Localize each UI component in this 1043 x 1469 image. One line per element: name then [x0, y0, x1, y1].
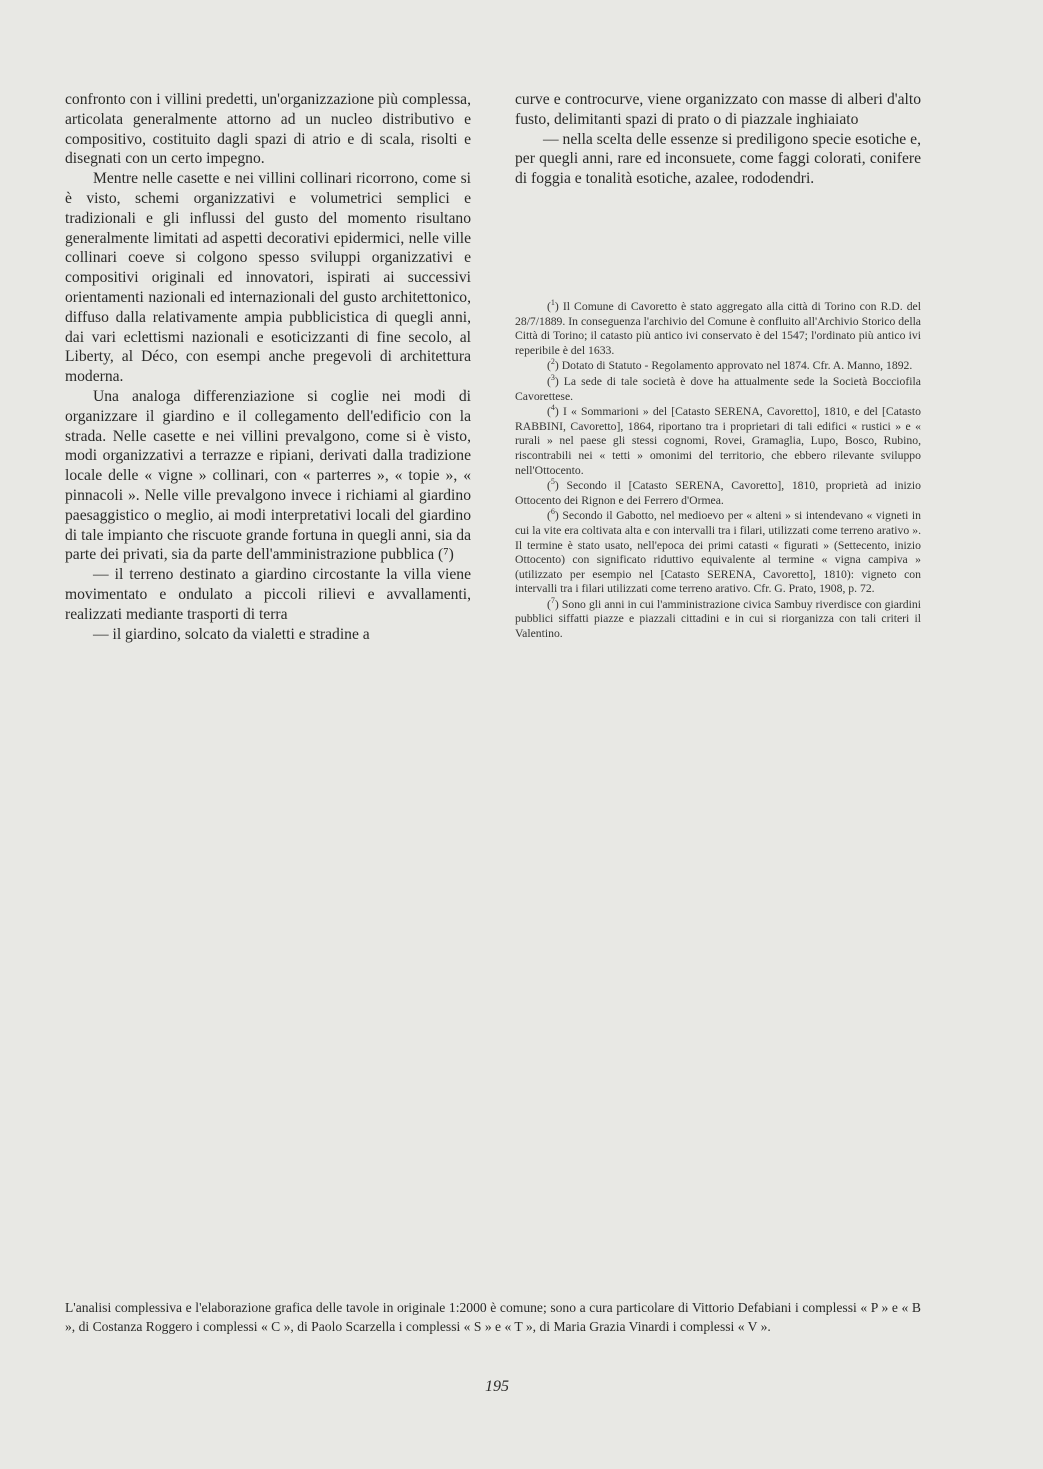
paragraph: confronto con i villini predetti, un'organizzazione più complessa, articolata generalmente attorno ad un nucleo distributivo e compositivo, costituito dagli spazi di atrio e di scala, risolti e disegnati con un certo impegno.	[65, 91, 471, 168]
footnote-text: Secondo il Gabotto, nel medioevo per « alteni » si intendevano « vigneti in cui la vite era coltivata alta e con intervalli tra i filari, utilizzati come terreno arativo ». Il termine è stato usato, nell'epoca dei primi catasti « figurati » (Settecento, inizio Ottocento) con significato riduttivo equivalente al termine « vigna campiva » (utilizzato per esempio nel [Catasto SERENA, Cavoretto], 1810): vigneto con intervalli tra i filari utilizzati come terreno arativo. Cfr. G. Prato, 1908, p. 72.	[515, 509, 921, 596]
paragraph: Mentre nelle casette e nei villini collinari ricorrono, come si è visto, schemi organizzativi e volumetrici semplici e tradizionali e gli influssi del gusto del momento risultano generalmente limitati ad aspetti decorativi epidermici, nelle ville collinari coeve si colgono spesso sviluppi organizzativi e compositivi originali ed innovatori, ispirati ai successivi orientamenti nazionali ed internazionali del gusto architettonico, diffuso dalla relativamente ampia pubblicistica di quegli anni, dai vari eclettismi nazionali e esoticizzanti di fine secolo, al Liberty, al Déco, con esempi anche pregevoli di architettura moderna.	[65, 170, 471, 386]
footnote-text: Dotato di Statuto - Regolamento approvato nel 1874. Cfr. A. Manno, 1892.	[561, 359, 913, 373]
footnote-mark: 3	[550, 373, 555, 383]
footnote-mark: 2	[550, 357, 555, 367]
footnote-text: Il Comune di Cavoretto è stato aggregato alla città di Torino con R.D. del 28/7/1889. In conseguenza l'archivio del Comune è confluito all'Archivio Storico della Città di Torino; il catasto più antico ivi conservato è del 1547; l'ordinato più antico ivi reperibile è del 1633.	[515, 300, 921, 357]
footnote-6: ($^6$) Secondo il Gabotto, nel medioevo per « alteni » si intendevano « vigneti in cui la vite era coltivata alta e con intervalli tra i filari, utilizzati come terreno arativo ». Il termine è stato usato, nell'epoca dei primi catasti « figurati » (Settecento, inizio Ottocento) con significato riduttivo equivalente al termine « vigna campiva » (utilizzato per esempio nel [Catasto SERENA, Cavoretto], 1810): vigneto con intervalli tra i filari utilizzati come terreno arativo. Cfr. G. Prato, 1908, p. 72.	[515, 507, 921, 596]
footnote-3: ($^3$) La sede di tale società è dove ha attualmente sede la Società Bocciofila Cavorettese.	[515, 373, 921, 403]
footnote-1: ($^1$) Il Comune di Cavoretto è stato aggregato alla città di Torino con R.D. del 28/7/1889. In conseguenza l'archivio del Comune è confluito all'Archivio Storico della Città di Torino; il catasto più antico ivi conservato è del 1547; l'ordinato più antico ivi reperibile è del 1633.	[515, 298, 921, 357]
footnote-7: ($^7$) Sono gli anni in cui l'amministrazione civica Sambuy riverdisce con giardini pubblici siffatti piazze e piazzali cittadini e in cui si riorganizza con tali criteri il Valentino.	[515, 595, 921, 641]
paragraph: Una analoga differenziazione si coglie nei modi di organizzare il giardino e il collegamento dell'edificio con la strada. Nelle casette e nei villini prevalgono, come si è visto, modi organizzativi a terrazze e ripiani, derivati dalla tradizione locale delle « vigne » collinari, con « parterres », « topie », « pinnacoli ». Nelle ville prevalgono invece i richiami al giardino paesaggistico o meglio, ai modi interpretativi locali del giardino di tale impianto che riscuote grande fortuna in quegli anni, sia da parte dei privati, sia da parte dell'amministrazione pubblica (⁷)	[65, 387, 471, 564]
footnote-mark: 6	[550, 507, 555, 517]
paragraph: curve e controcurve, viene organizzato con masse di alberi d'alto fusto, delimitanti spazi di prato o di piazzale inghiaiato	[515, 91, 921, 128]
figure-caption	[65, 1298, 921, 1336]
footnote-4: ($^4$) I « Sommarioni » del [Catasto SERENA, Cavoretto], 1810, e del [Catasto RABBINI, Cavoretto], 1864, riportano tra i proprietari di tali edifici « rustici » e « rurali » nel paese gli stessi cognomi, Rovei, Gramaglia, Lupo, Bosco, Rubino, riscontrabili nei « tetti » omonimi del territorio, che ebbero rilevante sviluppo nell'Ottocento.	[515, 403, 921, 477]
footnotes	[515, 300, 921, 643]
footnote-text: La sede di tale società è dove ha attualmente sede la Società Bocciofila Cavorettese.	[515, 374, 921, 403]
right-column	[515, 90, 921, 189]
footnote-5: ($^5$) Secondo il [Catasto SERENA, Cavoretto], 1810, proprietà ad inizio Ottocento dei Rignon e dei Ferrero d'Ormea.	[515, 477, 921, 507]
paragraph: — il terreno destinato a giardino circostante la villa viene movimentato e ondulato a piccoli rilievi e avvallamenti, realizzati mediante trasporti di terra	[65, 566, 471, 623]
paragraph: — nella scelta delle essenze si prediligono specie esotiche e, per quegli anni, rare ed inconsuete, come faggi colorati, conifere di foggia e tonalità esotiche, azalee, rododendri.	[515, 130, 921, 188]
footnote-mark: 1	[550, 298, 555, 308]
footnote-text: Secondo il [Catasto SERENA, Cavoretto], 1810, proprietà ad inizio Ottocento dei Rignon e dei Ferrero d'Ormea.	[515, 479, 921, 507]
paragraph: — il giardino, solcato da vialetti e stradine a	[93, 625, 370, 643]
footnote-text: I « Sommarioni » del [Catasto SERENA, Cavoretto], 1810, e del [Catasto RABBINI, Cavoretto], 1864, riportano tra i proprietari di tali edifici « rustici » e « rurali » nel paese gli stessi cognomi, Rovei, Gramaglia, Lupo, Bosco, Rubino, riscontrabili nei « tetti » omonimi del territorio, che ebbero rilevante sviluppo nell'Ottocento.	[515, 405, 921, 477]
footnote-mark: 5	[550, 477, 555, 487]
left-column	[65, 90, 471, 644]
page-number: 195	[485, 1378, 509, 1395]
caption-text: L'analisi complessiva e l'elaborazione grafica delle tavole in originale 1:2000 è comune; sono a cura particolare di Vittorio Defabiani i complessi « P » e « B », di Costanza Roggero i complessi « C », di Paolo Scarzella i complessi « S » e « T », di Maria Grazia Vinardi i complessi « V ».	[65, 1300, 921, 1334]
footnote-mark: 7	[550, 595, 555, 605]
footnote-mark: 4	[550, 403, 555, 413]
footnote-2: ($^2$) Dotato di Statuto - Regolamento approvato nel 1874. Cfr. A. Manno, 1892.	[547, 357, 913, 373]
footnote-text: Sono gli anni in cui l'amministrazione civica Sambuy riverdisce con giardini pubblici siffatti piazze e piazzali cittadini e in cui si riorganizza con tali criteri il Valentino.	[515, 597, 921, 641]
